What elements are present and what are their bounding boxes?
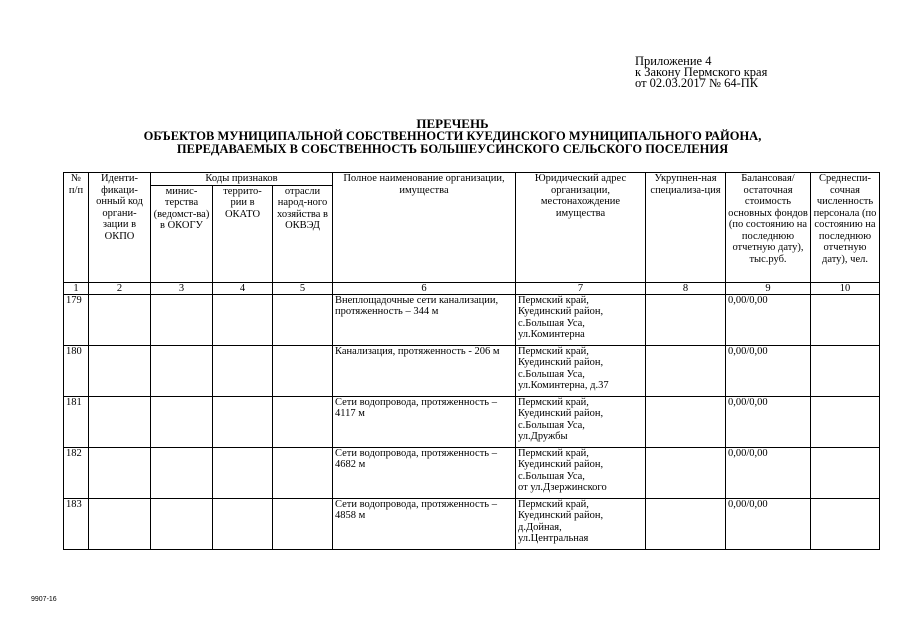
header-row <box>64 173 880 186</box>
cell-okved <box>273 498 333 549</box>
header-balance: Балансовая/ остаточная стоимость основных фондов (по состоянию на последнюю отчетную дату), тыс.руб. <box>726 173 811 283</box>
appendix-line: к Закону Пермского края <box>635 65 768 79</box>
cell-address <box>516 396 646 447</box>
cell-staff <box>811 294 880 345</box>
column-number: 2 <box>89 282 151 294</box>
cell-num: 180 <box>64 345 89 396</box>
cell-okpo <box>89 294 151 345</box>
address-line: Куединский район, <box>518 357 604 368</box>
title-line: ОБЪЕКТОВ МУНИЦИПАЛЬНОЙ СОБСТВЕННОСТИ КУЕДИНСКОГО МУНИЦИПАЛЬНОГО РАЙОНА, <box>143 129 762 143</box>
cell-okato <box>213 447 273 498</box>
address-line: ул.Коминтерна, д.37 <box>518 380 609 391</box>
address-line: ул.Коминтерна <box>518 329 585 340</box>
cell-num: 181 <box>64 396 89 447</box>
address-line: с.Большая Уса, <box>518 419 585 431</box>
cell-okpo <box>89 396 151 447</box>
title-line: ПЕРЕЧЕНЬ <box>416 116 489 131</box>
cell-okogu <box>151 447 213 498</box>
cell-address <box>516 498 646 549</box>
address-line: Куединский район, <box>518 459 604 470</box>
cell-okogu <box>151 345 213 396</box>
cell-okato <box>213 396 273 447</box>
cell-okved <box>273 345 333 396</box>
cell-balance: 0,00/0,00 <box>726 294 811 345</box>
table-row <box>64 396 880 447</box>
footer-code: 9907-16 <box>31 596 57 603</box>
column-number-row <box>64 282 880 294</box>
address-line: Куединский район, <box>518 510 604 521</box>
header-num: № п/п <box>64 173 89 283</box>
document-title <box>0 117 905 156</box>
table-row <box>64 294 880 345</box>
cell-name: Внеплощадочные сети канализации, протяженность – 344 м <box>333 294 516 345</box>
cell-okogu <box>151 294 213 345</box>
cell-staff <box>811 447 880 498</box>
cell-num: 182 <box>64 447 89 498</box>
cell-balance: 0,00/0,00 <box>726 345 811 396</box>
column-number: 8 <box>646 282 726 294</box>
cell-address <box>516 294 646 345</box>
address-line: с.Большая Уса, <box>518 470 585 482</box>
address-line: Пермский край, <box>518 345 589 357</box>
appendix-note <box>635 56 767 89</box>
column-number: 6 <box>333 282 516 294</box>
header-okpo: Иденти-фикаци-онный код органи-зации в ОКПО <box>89 173 151 283</box>
cell-num: 183 <box>64 498 89 549</box>
address-line: Пермский край, <box>518 498 589 510</box>
cell-name: Сети водопровода, протяженность – 4682 м <box>333 447 516 498</box>
cell-okato <box>213 345 273 396</box>
address-line: Пермский край, <box>518 294 589 306</box>
appendix-line: от 02.03.2017 № 64-ПК <box>635 76 759 90</box>
address-line: д.Дойная, <box>518 521 562 533</box>
header-staff: Среднеспи-сочная численность персонала (по состоянию на последнюю отчетную дату), чел. <box>811 173 880 283</box>
cell-spec <box>646 345 726 396</box>
address-line: с.Большая Уса, <box>518 317 585 329</box>
header-spec: Укрупнен-ная специализа-ция <box>646 173 726 283</box>
cell-okogu <box>151 396 213 447</box>
column-number: 1 <box>64 282 89 294</box>
cell-balance: 0,00/0,00 <box>726 498 811 549</box>
table-row <box>64 345 880 396</box>
address-line: с.Большая Уса, <box>518 368 585 380</box>
cell-address <box>516 345 646 396</box>
header-okato: террито-рии в ОКАТО <box>213 185 273 282</box>
cell-name: Сети водопровода, протяженность – 4858 м <box>333 498 516 549</box>
column-number: 9 <box>726 282 811 294</box>
property-register-table <box>63 172 880 550</box>
column-number: 10 <box>811 282 880 294</box>
table-row <box>64 498 880 549</box>
address-line: Куединский район, <box>518 306 604 317</box>
column-number: 5 <box>273 282 333 294</box>
cell-okpo <box>89 345 151 396</box>
cell-okato <box>213 498 273 549</box>
header-okved: отрасли народ-ного хозяйства в ОКВЭД <box>273 185 333 282</box>
cell-okved <box>273 294 333 345</box>
column-number: 7 <box>516 282 646 294</box>
cell-okogu <box>151 498 213 549</box>
cell-spec <box>646 294 726 345</box>
title-line: ПЕРЕДАВАЕМЫХ В СОБСТВЕННОСТЬ БОЛЬШЕУСИНСКОГО СЕЛЬСКОГО ПОСЕЛЕНИЯ <box>176 142 729 156</box>
cell-name: Сети водопровода, протяженность – 4117 м <box>333 396 516 447</box>
cell-okved <box>273 447 333 498</box>
table-row <box>64 447 880 498</box>
address-line: Пермский край, <box>518 396 589 408</box>
cell-name: Канализация, протяженность - 206 м <box>333 345 516 396</box>
cell-staff <box>811 396 880 447</box>
cell-address <box>516 447 646 498</box>
header-address: Юридический адрес организации, местонахождение имущества <box>516 173 646 283</box>
cell-balance: 0,00/0,00 <box>726 447 811 498</box>
address-line: от ул.Дзержинского <box>518 482 607 493</box>
header-codes-group: Коды признаков <box>151 173 333 186</box>
header-okogu: минис-терства (ведомст-ва) в ОКОГУ <box>151 185 213 282</box>
address-line: ул.Центральная <box>518 533 589 544</box>
address-line: Куединский район, <box>518 408 604 419</box>
cell-num: 179 <box>64 294 89 345</box>
cell-spec <box>646 396 726 447</box>
cell-staff <box>811 498 880 549</box>
cell-okved <box>273 396 333 447</box>
cell-spec <box>646 498 726 549</box>
header-name: Полное наименование организации, имущества <box>333 173 516 283</box>
cell-okpo <box>89 498 151 549</box>
cell-spec <box>646 447 726 498</box>
address-line: Пермский край, <box>518 447 589 459</box>
cell-balance: 0,00/0,00 <box>726 396 811 447</box>
cell-okato <box>213 294 273 345</box>
appendix-line: Приложение 4 <box>635 54 712 68</box>
column-number: 4 <box>213 282 273 294</box>
cell-staff <box>811 345 880 396</box>
column-number: 3 <box>151 282 213 294</box>
cell-okpo <box>89 447 151 498</box>
address-line: ул.Дружбы <box>518 431 568 442</box>
